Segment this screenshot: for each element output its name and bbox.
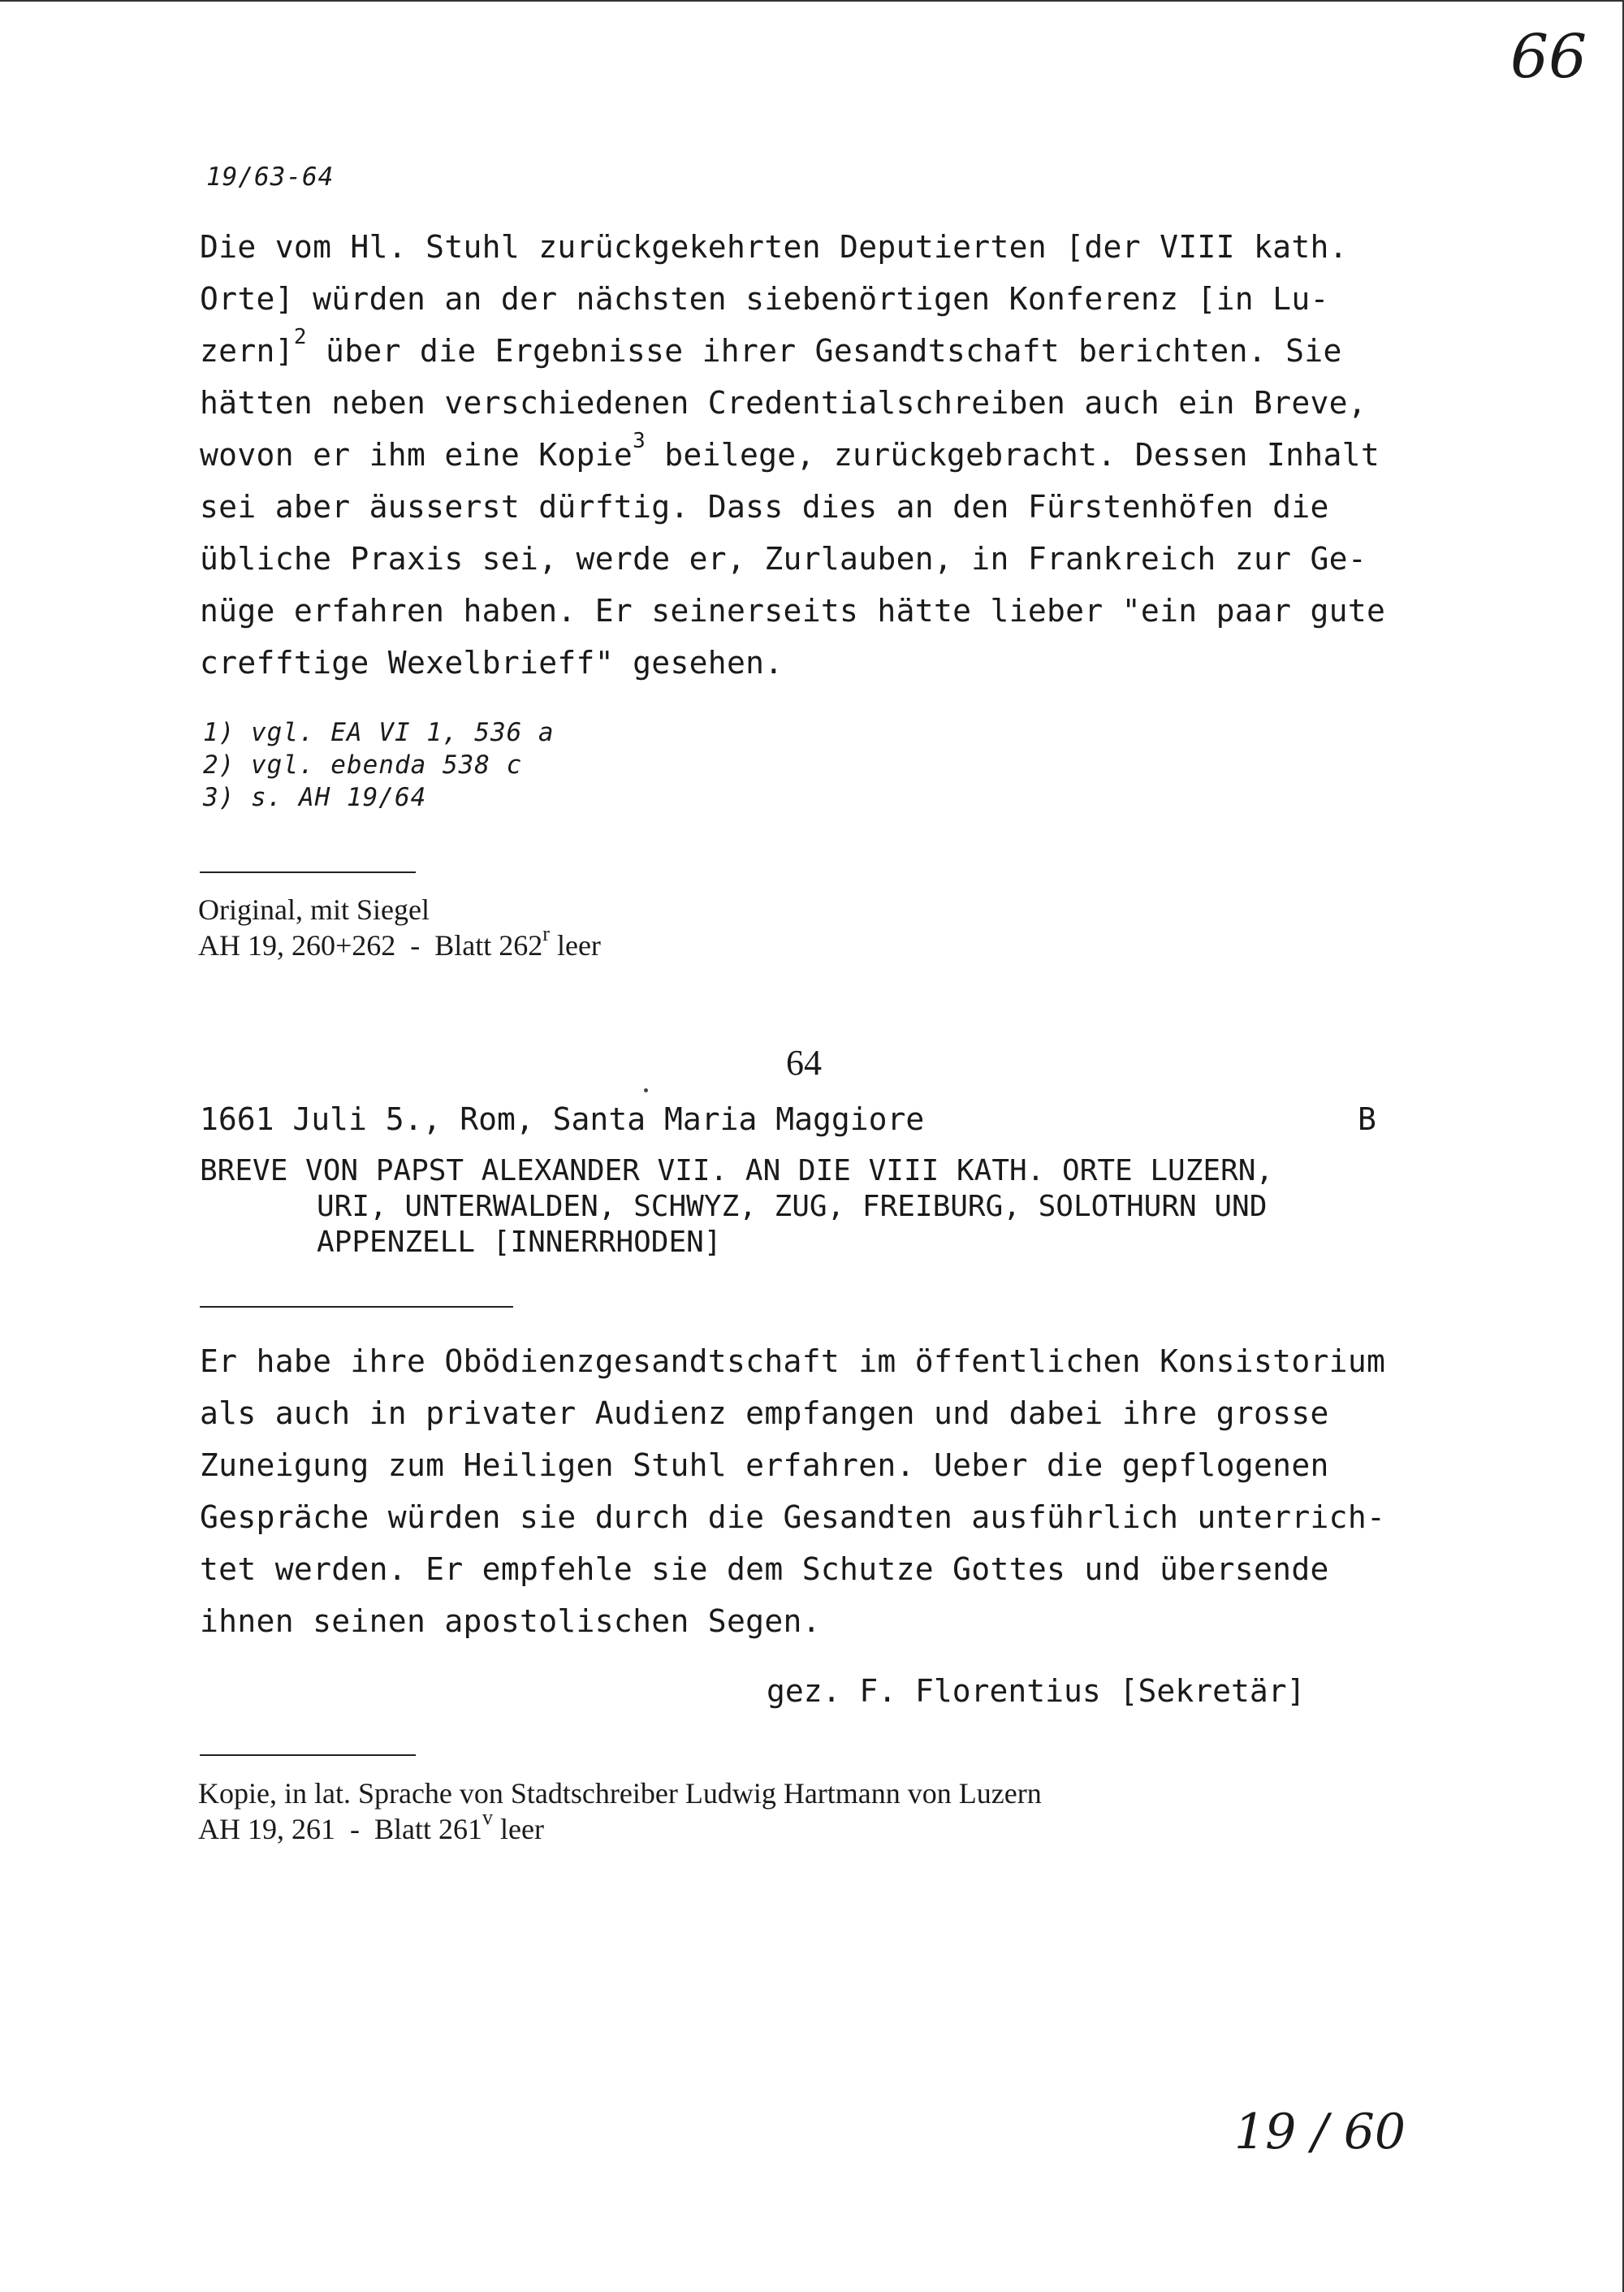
paragraph-line: Die vom Hl. Stuhl zurückgekehrten Deputierten [der VIII kath. (200, 229, 1348, 265)
paragraph-line: Orte] würden an der nächsten siebenörtigen Konferenz [in Lu- (200, 281, 1329, 317)
source-note-63 (198, 892, 601, 963)
document-type-letter: B (1358, 1101, 1376, 1137)
reference-line: 19/63-64 (206, 162, 335, 192)
footnote-2: 2) vgl. ebenda 538 c (203, 750, 523, 780)
source-note-64 (198, 1775, 1042, 1847)
paragraph-line: sei aber äusserst dürftig. Dass dies an den Fürstenhöfen die (200, 489, 1329, 525)
paragraph-summary-64 (200, 1335, 1450, 1647)
paragraph-line: Gespräche würden sie durch die Gesandten ausführlich unterrich- (200, 1499, 1386, 1535)
signature-line: gez. F. Florentius [Sekretär] (767, 1673, 1306, 1709)
divider-title (200, 1306, 513, 1308)
footnotes (203, 716, 555, 814)
paragraph-line: tet werden. Er empfehle sie dem Schutze Gottes und übersende (200, 1551, 1329, 1587)
handwritten-page-number: 66 (1510, 22, 1587, 92)
source-line-1: Original, mit Siegel (198, 893, 430, 926)
date-place-line: 1661 Juli 5., Rom, Santa Maria Maggiore (200, 1101, 925, 1137)
source-line-1: Kopie, in lat. Sprache von Stadtschreiber Ludwig Hartmann von Luzern (198, 1777, 1042, 1810)
footnote-marker: 3 (633, 429, 646, 453)
folio-side-marker: v (482, 1805, 493, 1829)
footnote-marker: 2 (293, 325, 307, 349)
paragraph-line: als auch in privater Audienz empfangen und dabei ihre grosse (200, 1395, 1329, 1431)
paragraph-line: wovon er ihm eine Kopie$^3$ beilege, zurückgebracht. Dessen Inhalt (200, 429, 1380, 473)
paragraph-line: zern]$^2$ über die Ergebnisse ihrer Gesandtschaft berichten. Sie (200, 325, 1342, 369)
page-border-top (0, 0, 1624, 2)
paragraph-line: hätten neben verschiedenen Credentialschreiben auch ein Breve, (200, 385, 1367, 421)
title-line: BREVE VON PAPST ALEXANDER VII. AN DIE VIII KATH. ORTE LUZERN, (200, 1154, 1274, 1187)
divider-source-1 (200, 871, 416, 873)
paragraph-line: ihnen seinen apostolischen Segen. (200, 1603, 821, 1639)
paragraph-line: nüge erfahren haben. Er seinerseits hätte lieber "ein paar gute (200, 593, 1386, 629)
folio-side-marker: r (542, 922, 550, 945)
title-line: APPENZELL [INNERRHODEN] (317, 1226, 722, 1259)
footnote-3: 3) s. AH 19/64 (203, 783, 427, 812)
document-title (200, 1153, 1273, 1261)
handwritten-archive-number: 19 / 60 (1234, 2104, 1406, 2160)
stray-dot (644, 1088, 648, 1092)
title-line: URI, UNTERWALDEN, SCHWYZ, ZUG, FREIBURG, SOLOTHURN UND (317, 1190, 1268, 1223)
divider-source-2 (200, 1754, 416, 1756)
paragraph-line: übliche Praxis sei, werde er, Zurlauben, in Frankreich zur Ge- (200, 541, 1367, 577)
document-number: 64 (786, 1043, 822, 1083)
source-line-2: AH 19, 261 - Blatt 261$^v$ leer (198, 1805, 544, 1845)
paragraph-line: Zuneigung zum Heiligen Stuhl erfahren. Ueber die gepflogenen (200, 1447, 1329, 1483)
paragraph-summary-63 (200, 221, 1450, 689)
source-line-2: AH 19, 260+262 - Blatt 262$^r$ leer (198, 922, 601, 962)
paragraph-line: crefftige Wexelbrieff" gesehen. (200, 645, 784, 681)
paragraph-line: Er habe ihre Obödienzgesandtschaft im öffentlichen Konsistorium (200, 1343, 1386, 1379)
footnote-1: 1) vgl. EA VI 1, 536 a (203, 718, 555, 747)
